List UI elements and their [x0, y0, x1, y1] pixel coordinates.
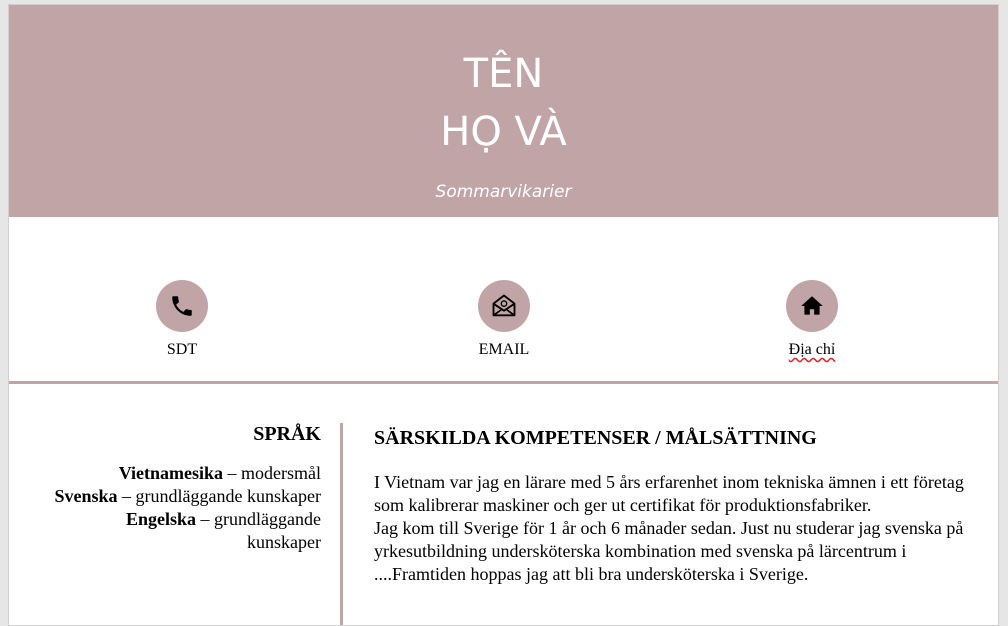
contact-address [742, 280, 882, 359]
language-item[interactable] [49, 485, 321, 508]
competence-paragraph[interactable]: I Vietnam var jag en lärare med 5 års erfarenhet inom tekniska ämnen i ett företag som kalibrerar maskiner och ger ut certifikat för produktionsfabriker. [374, 472, 964, 515]
contact-label-phone[interactable]: SDT [166, 341, 198, 358]
envelope-icon [490, 292, 518, 320]
phone-icon [169, 293, 195, 319]
home-icon-circle [786, 280, 838, 332]
phone-icon-circle [156, 280, 208, 332]
column-separator [340, 423, 343, 626]
language-name: Engelska [126, 509, 197, 529]
competence-paragraph[interactable]: Jag kom till Sverige för 1 år och 6 månader sedan. Just nu studerar jag svenska på yrkesutbildning undersköterska kombination med svenska på lärcentrum i ....Framtiden hoppas jag att bli bra undersköterska i Sverige. [374, 518, 964, 584]
language-level: – grundläggande kunskaper [196, 509, 321, 552]
competence-section [374, 425, 974, 586]
language-level: – grundläggande kunskaper [117, 486, 321, 506]
job-title[interactable]: Sommarvikarier [435, 182, 572, 202]
competence-heading[interactable]: SÄRSKILDA KOMPETENSER / MÅLSÄTTNING [374, 427, 817, 449]
home-icon [799, 293, 825, 319]
contact-label-email[interactable]: EMAIL [478, 341, 530, 358]
name-line-2[interactable]: HỌ VÀ [440, 109, 567, 155]
language-item[interactable] [49, 508, 321, 554]
languages-heading[interactable]: SPRÅK [253, 423, 321, 445]
language-name: Vietnamesika [118, 463, 224, 483]
language-item[interactable] [49, 462, 321, 485]
contact-label-address[interactable]: Địa chỉ [788, 341, 836, 358]
languages-section [49, 421, 321, 554]
contact-email [434, 280, 574, 359]
language-name: Svenska [54, 486, 118, 506]
email-icon-circle [478, 280, 530, 332]
header-banner [9, 5, 998, 217]
section-divider [9, 381, 998, 384]
name-line-1[interactable]: TÊN [463, 51, 544, 97]
resume-page [8, 4, 999, 626]
language-level: – modersmål [223, 463, 321, 483]
contact-phone [112, 280, 252, 359]
